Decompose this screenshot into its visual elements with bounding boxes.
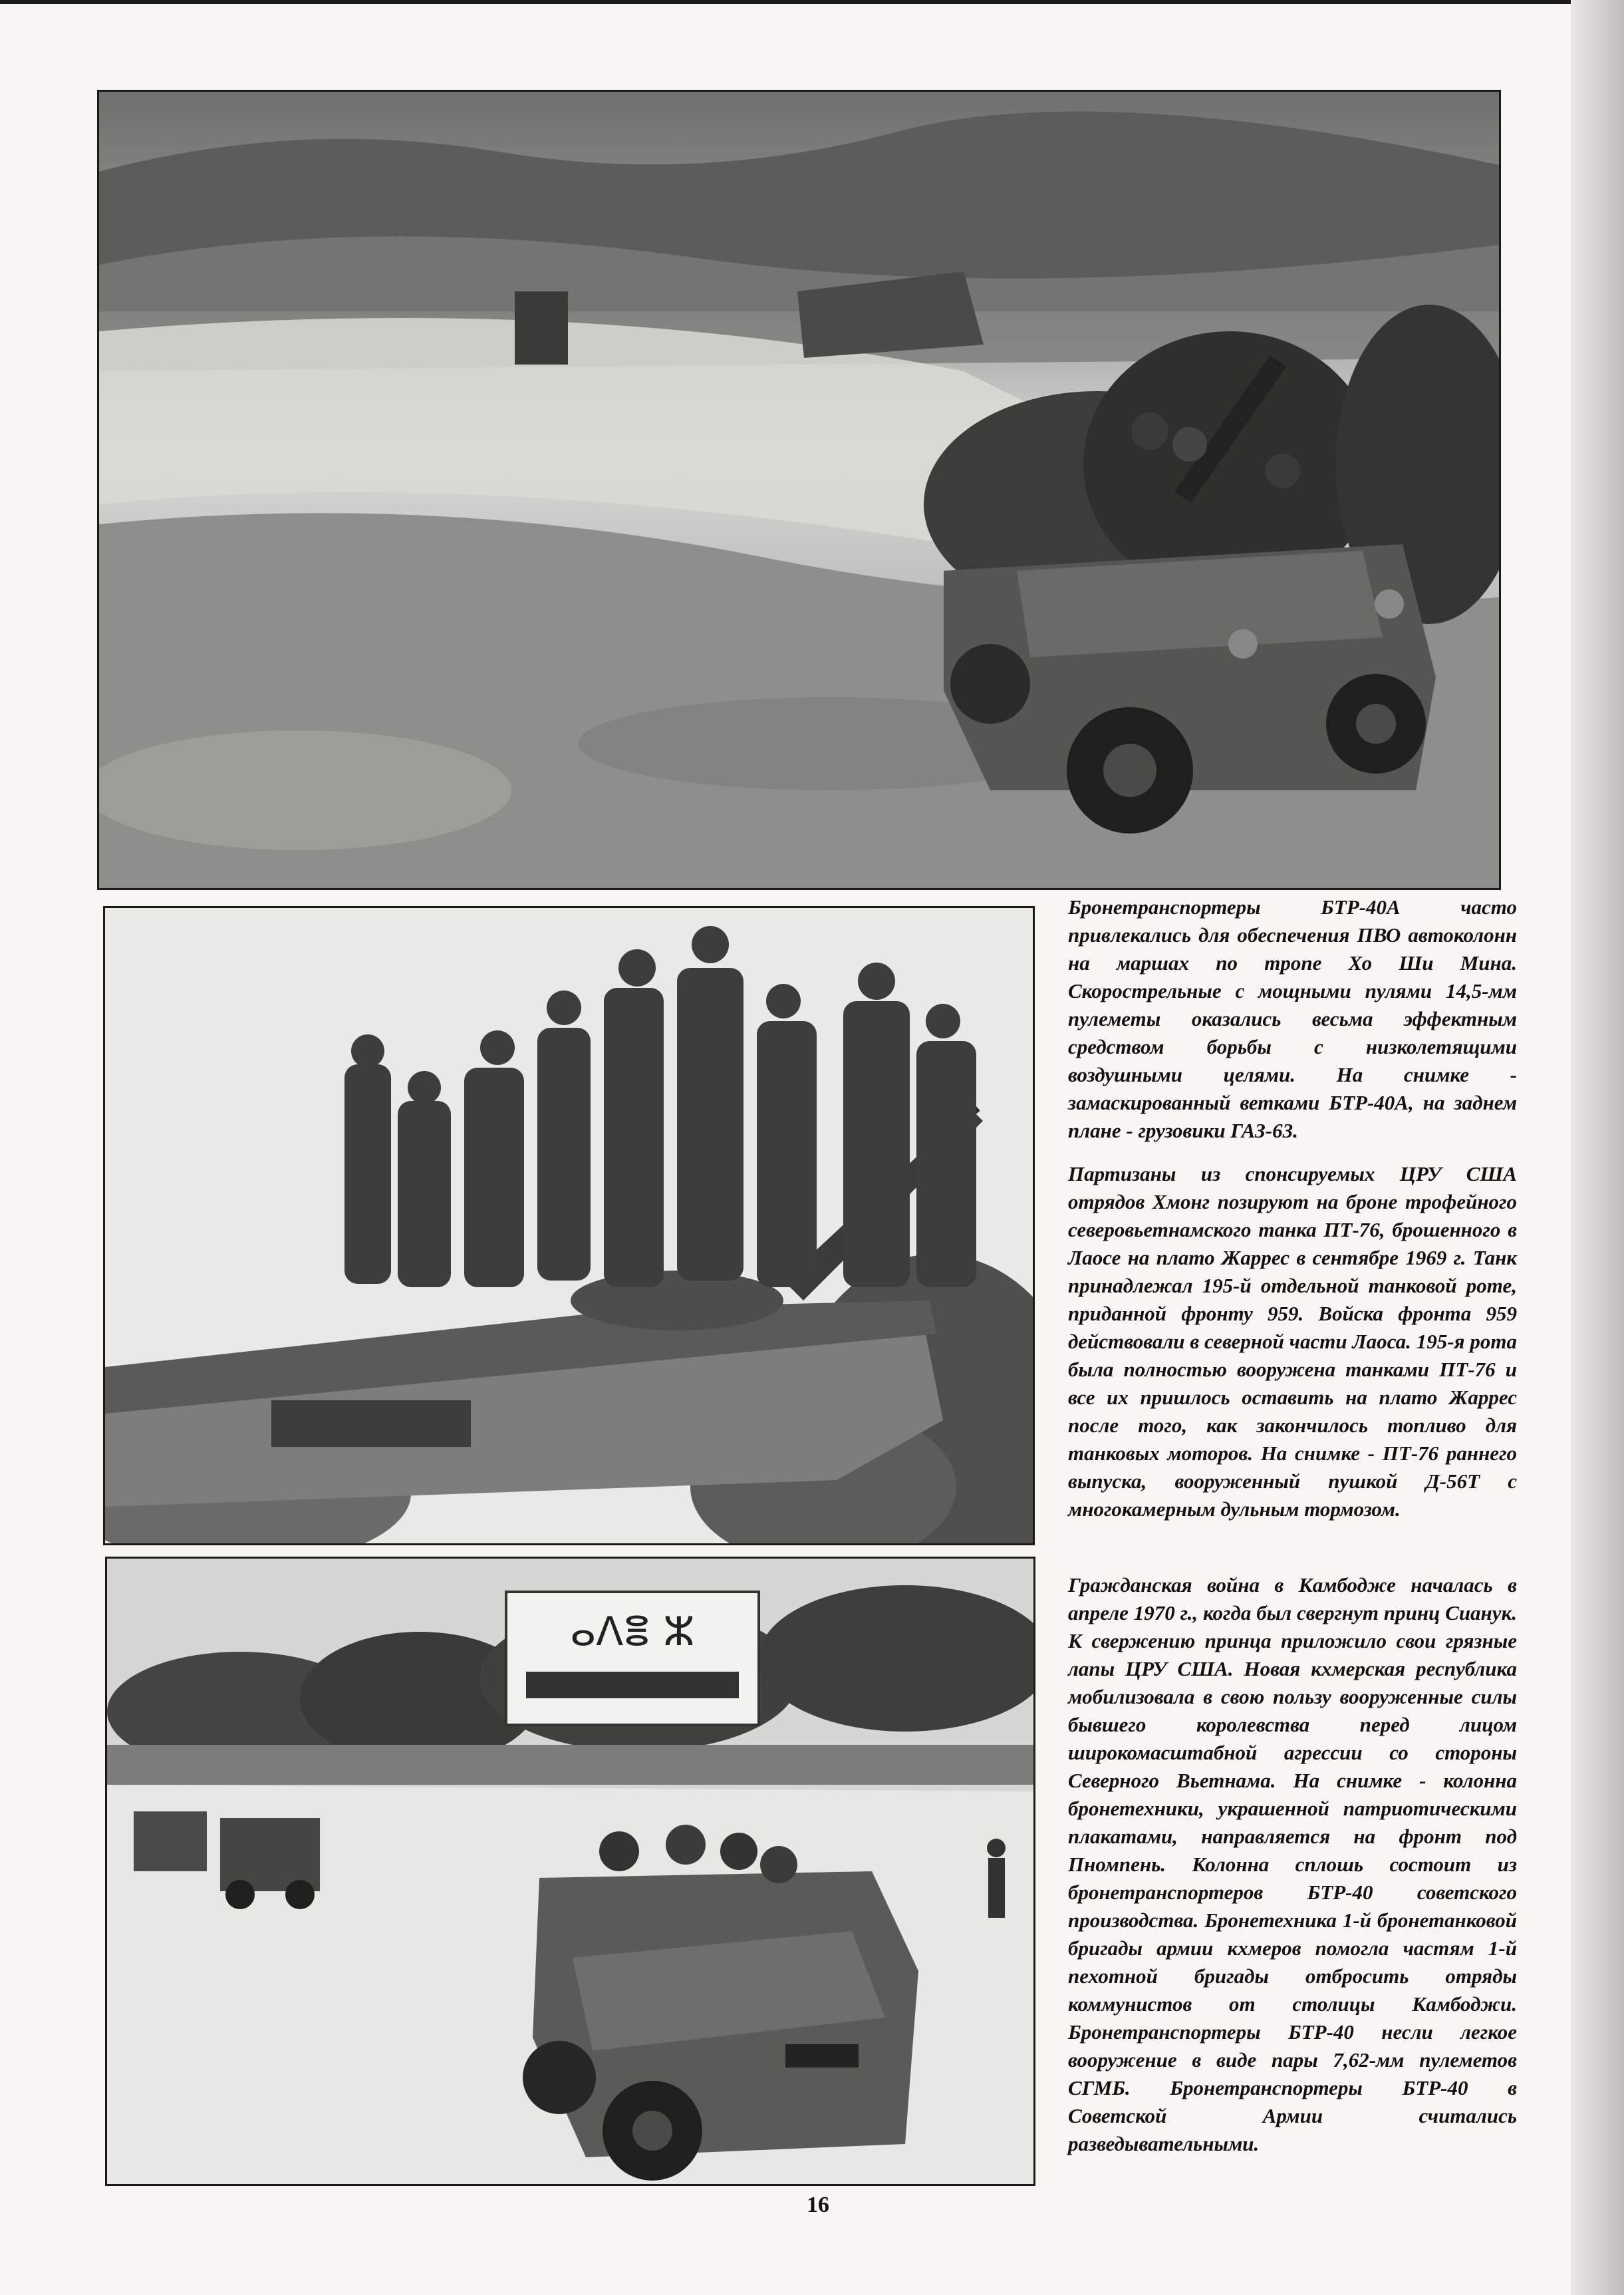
top-rule [0, 0, 1624, 4]
photo-btr40-column-cambodia [105, 1557, 1035, 2186]
caption-hmong-pt76: Партизаны из спонсируемых ЦРУ США отрядов Хмонг позируют на броне трофейного северовьетнамского танка ПТ-76, брошенного в Лаосе на плато Жаррес в сентябре 1969 г. Танк принадлежал 195-й отдельной танковой роте, приданной фронту 959. Войска фронта 959 действовали в северной части Лаоса. 195-я рота была полностью вооружена танками ПТ-76 и все их пришлось оставить на плато Жаррес после того, как закончилось топливо для танковых моторов. На снимке - ПТ-76 раннего выпуска, вооруженный пушкой Д-56Т с многокамерным дульным тормозом. [1068, 1162, 1517, 1521]
page-number: 16 [807, 2193, 829, 2217]
photo-hmong-on-pt76 [103, 906, 1035, 1545]
svg-text:ⴰⴷⴻ ⵣ: ⴰⴷⴻ ⵣ [570, 1608, 695, 1655]
caption-btr40a-air-defense: Бронетранспортеры БТР-40А часто привлекались для обеспечения ПВО автоколонн на маршах по тропе Хо Ши Мина. Скорострельные с мощными пулями 14,5-мм пулеметы оказались весьма эффектным средством борьбы с низколетящими воздушными целями. На снимке - замаскированный ветками БТР-40А, на заднем плане - грузовики ГАЗ-63. [1068, 895, 1517, 1142]
page-edge-shadow [1571, 0, 1624, 2295]
caption-cambodia-civil-war: Гражданская война в Камбодже началась в апреле 1970 г., когда был свергнут принц Сианук. К свержению принца приложило свои грязные лапы ЦРУ США. Новая кхмерская республика мобилизовала в свою пользу вооруженные силы бывшего королевства перед лицом широкомасштабной агрессии со стороны Северного Вьетнама. На снимке - колонна бронетехники, украшенной патриотическими плакатами, направляется на фронт под Пномпень. Колонна сплошь состоит из бронетранспортеров БТР-40 советского производства. Бронетехника 1-й бронетанковой бригады армии кхмеров помогла частям 1-й пехотной бригады отбросить отряды коммунистов от столицы Камбоджи. Бронетранспортеры БТР-40 несли легкое вооружение в виде пары 7,62-мм пулеметов СГМБ. Бронетранспортеры БТР-40 в Советской Армии считались разведывательными. [1068, 1573, 1517, 2155]
photo-btr40a-camouflaged [97, 90, 1501, 890]
